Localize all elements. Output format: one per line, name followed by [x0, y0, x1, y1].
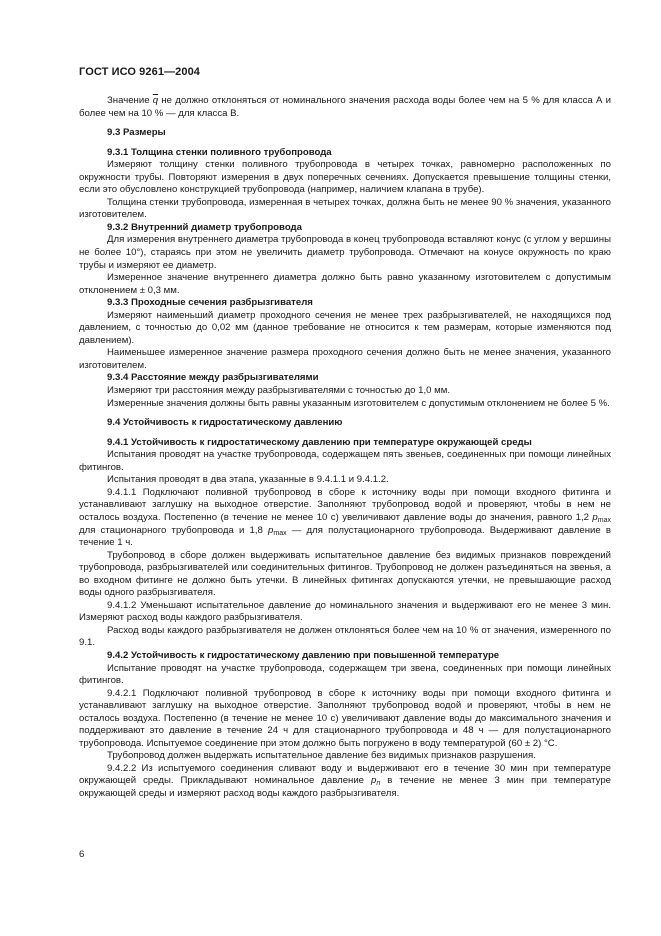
- heading-9-3-3: 9.3.3 Проходные сечения разбрызгивателя: [107, 297, 313, 309]
- paragraph: Трубопровод в сборе должен выдерживать испытательное давление без видимых признаков повреждений трубопровода, разбрызгивателей или соединительных фитингов. Трубопровод не должен разъединяться на звенья, а во входном фитинге не должно быть утечки. В линейных фитингах допускаются утечки, не превышающие расход воды одного разбрызгивателя.: [79, 549, 611, 599]
- paragraph: Испытания проводят на участке трубопровода, содержащем пять звеньев, соединенных при помощи линейных фитингов.: [79, 449, 611, 473]
- p-symbol: p: [592, 511, 598, 523]
- text: 9.4.1.1 Подключают поливной трубопровод в сборе к источнику воды при помощи входного фитинга и устанавливают заглушку на выходное отверстие. Заполняют трубопровод водой и проверяют, чтобы в нем не осталось воздуха. Постепенно (в течение не менее 10 с) увеличивают давление воды до значения, равного 1,2: [79, 486, 611, 523]
- paragraph: Испытания проводят в два этапа, указанные в 9.4.1.1 и 9.4.1.2.: [107, 474, 389, 486]
- paragraph: Трубопровод должен выдержать испытательное давление без видимых признаков разрушения.: [107, 750, 536, 762]
- paragraph: Испытание проводят на участке трубопровода, содержащем три звена, соединенных при помощи линейных фитингов.: [79, 662, 611, 687]
- subscript-n: n: [376, 780, 381, 788]
- paragraph-9-4-1-1: [79, 487, 611, 550]
- heading-9-4: 9.4 Устойчивость к гидростатическому давлению: [107, 417, 343, 429]
- text: — для полустационарного трубопровода. Выдерживают давление в течение 1 ч.: [79, 524, 611, 549]
- subscript-max: max: [273, 529, 287, 537]
- heading-9-4-2: 9.4.2 Устойчивость к гидростатическому давлению при повышенной температуре: [107, 649, 500, 661]
- heading-9-4-1: 9.4.1 Устойчивость к гидростатическому давлению при температуре окружающей среды: [107, 436, 532, 448]
- heading-9-3-4: 9.3.4 Расстояние между разбрызгивателями: [107, 372, 319, 384]
- document-body: [79, 95, 611, 801]
- paragraph: Толщина стенки трубопровода, измеренная в четырех точках, должна быть не менее 90 % значения, указанного изготовителем.: [79, 196, 611, 221]
- paragraph: Измеренные значения должны быть равны указанным изготовителем с допустимым отклонением не более 5 %.: [107, 397, 610, 409]
- paragraph: Для измерения внутреннего диаметра трубопровода в конец трубопровода вставляют конус (с углом у вершины не более 10°), стараясь при этом не увеличить диаметр трубопровода. Отмечают на конусе окружность по краю трубы и измеряют ее диаметр.: [79, 234, 611, 271]
- subscript-max: max: [597, 516, 611, 524]
- text: для стационарного трубопровода и 1,8: [79, 524, 269, 536]
- text: не должно отклоняться от номинального значения расхода воды более чем на 5 % для класса А и более чем на 10 % — для класса В.: [79, 95, 611, 119]
- p-symbol: p: [371, 775, 377, 787]
- text: 9.4.2.2 Из испытуемого соединения сливают воду и выдерживают его в течение 30 мин при температуре окружающей среды. Прикладывают номинальное давление: [79, 762, 611, 787]
- paragraph-9-4-2-2: [79, 763, 611, 801]
- heading-9-3-2: 9.3.2 Внутренний диаметр трубопровода: [107, 221, 302, 233]
- p-symbol: p: [268, 524, 274, 536]
- heading-9-3: 9.3 Размеры: [107, 127, 166, 139]
- heading-9-3-1: 9.3.1 Толщина стенки поливного трубопровода: [107, 146, 332, 158]
- paragraph-9-4-1-2: 9.4.1.2 Уменьшают испытательное давление до номинального значения и выдерживают его не менее 3 мин. Измеряют расход воды каждого разбрызгивателя.: [79, 599, 611, 624]
- text: Значение: [107, 95, 153, 106]
- text: в течение не менее 3 мин при температуре окружающей среды и измеряют расход воды каждого разбрызгивателя.: [79, 775, 611, 799]
- q-bar-symbol: $\overline{q}$: [152, 95, 159, 106]
- paragraph: Наименьшее измеренное значение размера проходного сечения должно быть не менее значения, указанного изготовителем.: [79, 347, 611, 371]
- document-header: ГОСТ ИСО 9261—2004: [79, 66, 201, 78]
- paragraph: Измеряют три расстояния между разбрызгивателями с точностью до 1,0 мм.: [107, 385, 451, 397]
- page-number: 6: [79, 849, 85, 860]
- paragraph: Расход воды каждого разбрызгивателя не должен отклоняться более чем на 10 % от значения, измеренного по 9.1.: [79, 624, 611, 649]
- paragraph: Измеряют наименьший диаметр проходного сечения не менее трех разбрызгивателей, не находящихся под давлением, с точностью до 0,02 мм (данное требование не относится к тем размерам, которые изменяются под давлением).: [79, 309, 611, 346]
- paragraph-q-deviation: [79, 95, 611, 120]
- paragraph-9-4-2-1: 9.4.2.1 Подключают поливной трубопровод в сборе к источнику воды при помощи входного фитинга и устанавливают заглушку на выходное отверстие. Заполняют трубопровод водой и проверяют, чтобы в нем не осталось воздуха. Постепенно (в течение не менее 10 с) увеличивают давление воды до максимального значения и поддерживают это давление в течение 24 ч для стационарного трубопровода и 48 ч — для полустационарного трубопровода. Испытуемое соединение при этом должно быть погружено в воду температурой (60 ± 2) °С.: [79, 687, 611, 749]
- paragraph: Измеренное значение внутреннего диаметра должно быть равно указанному изготовителем с допустимым отклонением ± 0,3 мм.: [79, 272, 611, 296]
- paragraph: Измеряют толщину стенки поливного трубопровода в четырех точках, равномерно расположенных по окружности трубы. Повторяют измерения в двух поперечных сечениях. Допускается превышение толщины стенки, если это обусловлено конструкцией трубопровода (например, наличием клапана в трубе).: [79, 159, 611, 196]
